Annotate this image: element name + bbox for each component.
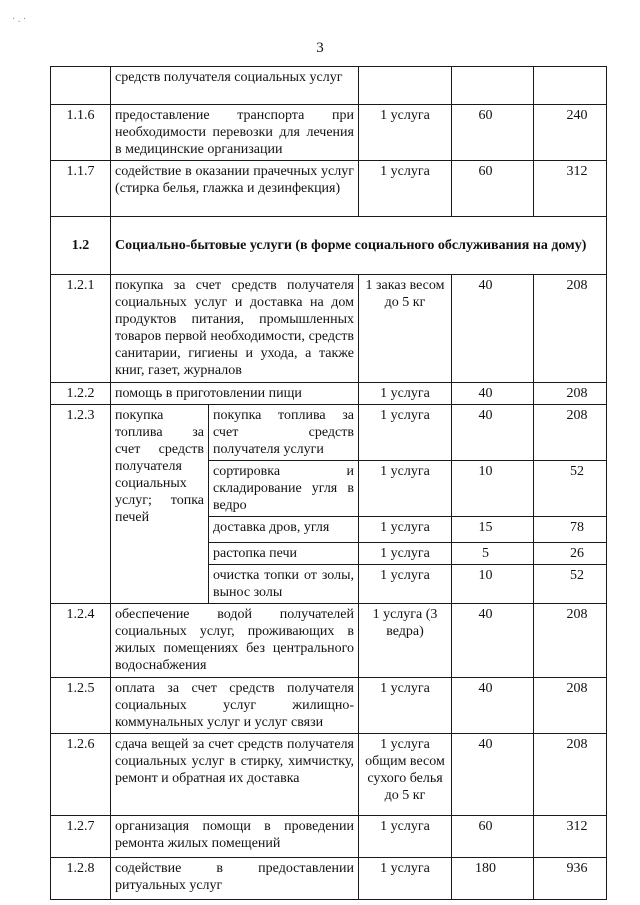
service-cost: 312 bbox=[534, 161, 607, 217]
service-cost bbox=[534, 67, 607, 105]
service-group-title: покупка топлива за счет средств получателя социальных услуг; топка печей bbox=[111, 405, 209, 604]
service-cost: 312 bbox=[534, 816, 607, 858]
service-cost: 208 bbox=[534, 678, 607, 734]
row-number: 1.2.4 bbox=[51, 604, 111, 678]
row-number: 1.1.6 bbox=[51, 105, 111, 161]
table-row bbox=[51, 161, 607, 217]
service-cost: 936 bbox=[534, 858, 607, 900]
table-row bbox=[51, 816, 607, 858]
table-row bbox=[51, 604, 607, 678]
section-header-row bbox=[51, 217, 607, 275]
row-number: 1.2.8 bbox=[51, 858, 111, 900]
service-unit: 1 услуга bbox=[359, 816, 452, 858]
service-unit: 1 услуга bbox=[359, 678, 452, 734]
service-cost: 208 bbox=[534, 275, 607, 383]
table-row bbox=[51, 105, 607, 161]
service-unit bbox=[359, 67, 452, 105]
service-cost: 52 bbox=[534, 461, 607, 517]
service-unit: 1 услуга (3 ведра) bbox=[359, 604, 452, 678]
table-row bbox=[51, 275, 607, 383]
service-cost: 78 bbox=[534, 517, 607, 543]
service-tariff: 60 bbox=[452, 161, 534, 217]
row-number: 1.2.3 bbox=[51, 405, 111, 604]
scan-specks: · . · bbox=[12, 14, 27, 25]
service-unit: 1 услуга bbox=[359, 405, 452, 461]
service-tariff: 10 bbox=[452, 565, 534, 604]
row-number: 1.1.7 bbox=[51, 161, 111, 217]
service-tariff: 40 bbox=[452, 678, 534, 734]
service-tariff: 40 bbox=[452, 275, 534, 383]
sub-service-description: очистка топки от золы, вынос золы bbox=[209, 565, 359, 604]
table-row bbox=[51, 383, 607, 405]
service-cost: 208 bbox=[534, 383, 607, 405]
table-row bbox=[51, 678, 607, 734]
table-row bbox=[51, 858, 607, 900]
row-number: 1.2.6 bbox=[51, 734, 111, 816]
row-number bbox=[51, 67, 111, 105]
table-row bbox=[51, 734, 607, 816]
service-description: предоставление транспорта при необходимости перевозки для лечения в медицинские организации bbox=[111, 105, 359, 161]
row-number: 1.2.7 bbox=[51, 816, 111, 858]
service-unit: 1 услуга bbox=[359, 161, 452, 217]
page-number: 3 bbox=[316, 40, 324, 56]
service-tariff: 15 bbox=[452, 517, 534, 543]
service-cost: 208 bbox=[534, 734, 607, 816]
service-cost: 240 bbox=[534, 105, 607, 161]
table-row bbox=[51, 67, 607, 105]
service-unit: 1 услуга bbox=[359, 858, 452, 900]
service-cost: 52 bbox=[534, 565, 607, 604]
service-tariff: 180 bbox=[452, 858, 534, 900]
service-description: содействие в предоставлении ритуальных услуг bbox=[111, 858, 359, 900]
service-tariff: 60 bbox=[452, 105, 534, 161]
services-tariff-table bbox=[50, 66, 607, 900]
service-unit: 1 услуга bbox=[359, 105, 452, 161]
row-number: 1.2.5 bbox=[51, 678, 111, 734]
table-row bbox=[51, 405, 607, 461]
section-title: Социально-бытовые услуги (в форме социального обслуживания на дому) bbox=[111, 217, 607, 275]
service-description: помощь в приготовлении пищи bbox=[111, 383, 359, 405]
service-unit: 1 услуга bbox=[359, 565, 452, 604]
service-description: содействие в оказании прачечных услуг (стирка белья, глажка и дезинфекция) bbox=[111, 161, 359, 217]
service-description: оплата за счет средств получателя социальных услуг жилищно-коммунальных услуг и услуг связи bbox=[111, 678, 359, 734]
row-number: 1.2.2 bbox=[51, 383, 111, 405]
service-cost: 208 bbox=[534, 604, 607, 678]
service-unit: 1 услуга bbox=[359, 383, 452, 405]
service-tariff: 40 bbox=[452, 405, 534, 461]
service-unit: 1 заказ весом до 5 кг bbox=[359, 275, 452, 383]
sub-service-description: доставка дров, угля bbox=[209, 517, 359, 543]
service-cost: 208 bbox=[534, 405, 607, 461]
service-description: средств получателя социальных услуг bbox=[111, 67, 359, 105]
row-number: 1.2.1 bbox=[51, 275, 111, 383]
service-description: сдача вещей за счет средств получателя социальных услуг в стирку, химчистку, ремонт и обратная их доставка bbox=[111, 734, 359, 816]
sub-service-description: растопка печи bbox=[209, 543, 359, 565]
service-description: обеспечение водой получателей социальных услуг, проживающих в жилых помещениях без центрального водоснабжения bbox=[111, 604, 359, 678]
service-cost: 26 bbox=[534, 543, 607, 565]
service-tariff: 40 bbox=[452, 383, 534, 405]
sub-service-description: покупка топлива за счет средств получателя услуги bbox=[209, 405, 359, 461]
service-description: организация помощи в проведении ремонта жилых помещений bbox=[111, 816, 359, 858]
sub-service-description: сортировка и складирование угля в ведро bbox=[209, 461, 359, 517]
service-unit: 1 услуга общим весом сухого белья до 5 кг bbox=[359, 734, 452, 816]
service-tariff: 40 bbox=[452, 604, 534, 678]
section-number: 1.2 bbox=[51, 217, 111, 275]
service-description: покупка за счет средств получателя социальных услуг и доставка на дом продуктов питания, промышленных товаров первой необходимости, средств санитарии, гигиены и ухода, а также книг, газет, журналов bbox=[111, 275, 359, 383]
service-tariff: 10 bbox=[452, 461, 534, 517]
service-unit: 1 услуга bbox=[359, 461, 452, 517]
service-tariff: 40 bbox=[452, 734, 534, 816]
service-tariff: 60 bbox=[452, 816, 534, 858]
service-unit: 1 услуга bbox=[359, 517, 452, 543]
service-unit: 1 услуга bbox=[359, 543, 452, 565]
service-tariff bbox=[452, 67, 534, 105]
service-tariff: 5 bbox=[452, 543, 534, 565]
